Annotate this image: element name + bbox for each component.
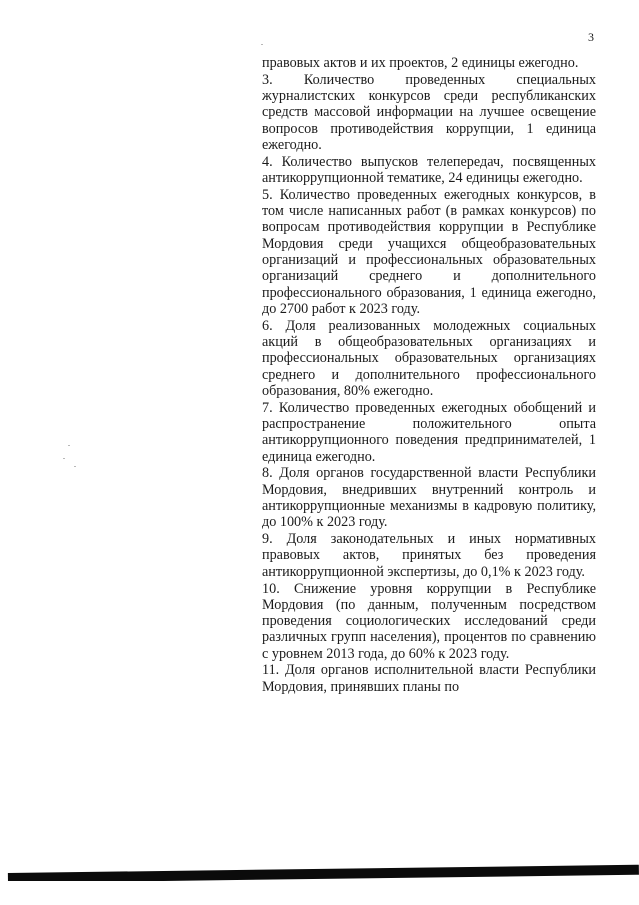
scan-bottom-margin: [0, 881, 639, 905]
paragraph: 4. Количество выпусков телепередач, посвященных антикоррупционной тематике, 24 единицы ежегодно.: [262, 153, 596, 187]
page-number: 3: [588, 30, 594, 44]
paragraph: 3. Количество проведенных специальных журналистских конкурсов среди республиканских средств массовой информации на лучшее освещение вопросов противодействия коррупции, 1 единица ежегодно.: [262, 71, 596, 153]
scan-speck: [261, 44, 263, 45]
paragraph: 6. Доля реализованных молодежных социальных акций в общеобразовательных организациях и профессиональных образовательных организациях среднего и дополнительного профессионального образования, 80% ежегодно.: [262, 317, 596, 399]
scan-speck: [68, 445, 70, 446]
scan-speck: [74, 466, 76, 467]
scan-speck: [63, 458, 65, 459]
paragraph: 5. Количество проведенных ежегодных конкурсов, в том числе написанных работ (в рамках конкурсов) по вопросам противодействия коррупции в Республике Мордовия среди учащихся общеобразовательных организаций и профессиональных образовательных организаций среднего и дополнительного профессионального образования, 1 единица ежегодно, до 2700 работ к 2023 году.: [262, 186, 596, 317]
paragraph: 11. Доля органов исполнительной власти Республики Мордовия, принявших планы по: [262, 662, 596, 695]
paragraph: 8. Доля органов государственной власти Республики Мордовия, внедривших внутренний контроль и антикоррупционные механизмы в кадровую политику, до 100% к 2023 году.: [262, 465, 596, 531]
paragraph: 10. Снижение уровня коррупции в Республике Мордовия (по данным, полученным посредством проведения социологических исследований среди различных групп населения), процентов по сравнению с уровнем 2013 года, до 60% к 2023 году.: [262, 580, 596, 662]
paragraph: 9. Доля законодательных и иных нормативных правовых актов, принятых без проведения антикоррупционной экспертизы, до 0,1% к 2023 году.: [262, 531, 596, 580]
paragraph: 7. Количество проведенных ежегодных обобщений и распространение положительного опыта антикоррупционного поведения предпринимателей, 1 единица ежегодно.: [262, 399, 596, 465]
paragraph: правовых актов и их проектов, 2 единицы ежегодно.: [262, 55, 579, 71]
document-body: [262, 55, 596, 696]
